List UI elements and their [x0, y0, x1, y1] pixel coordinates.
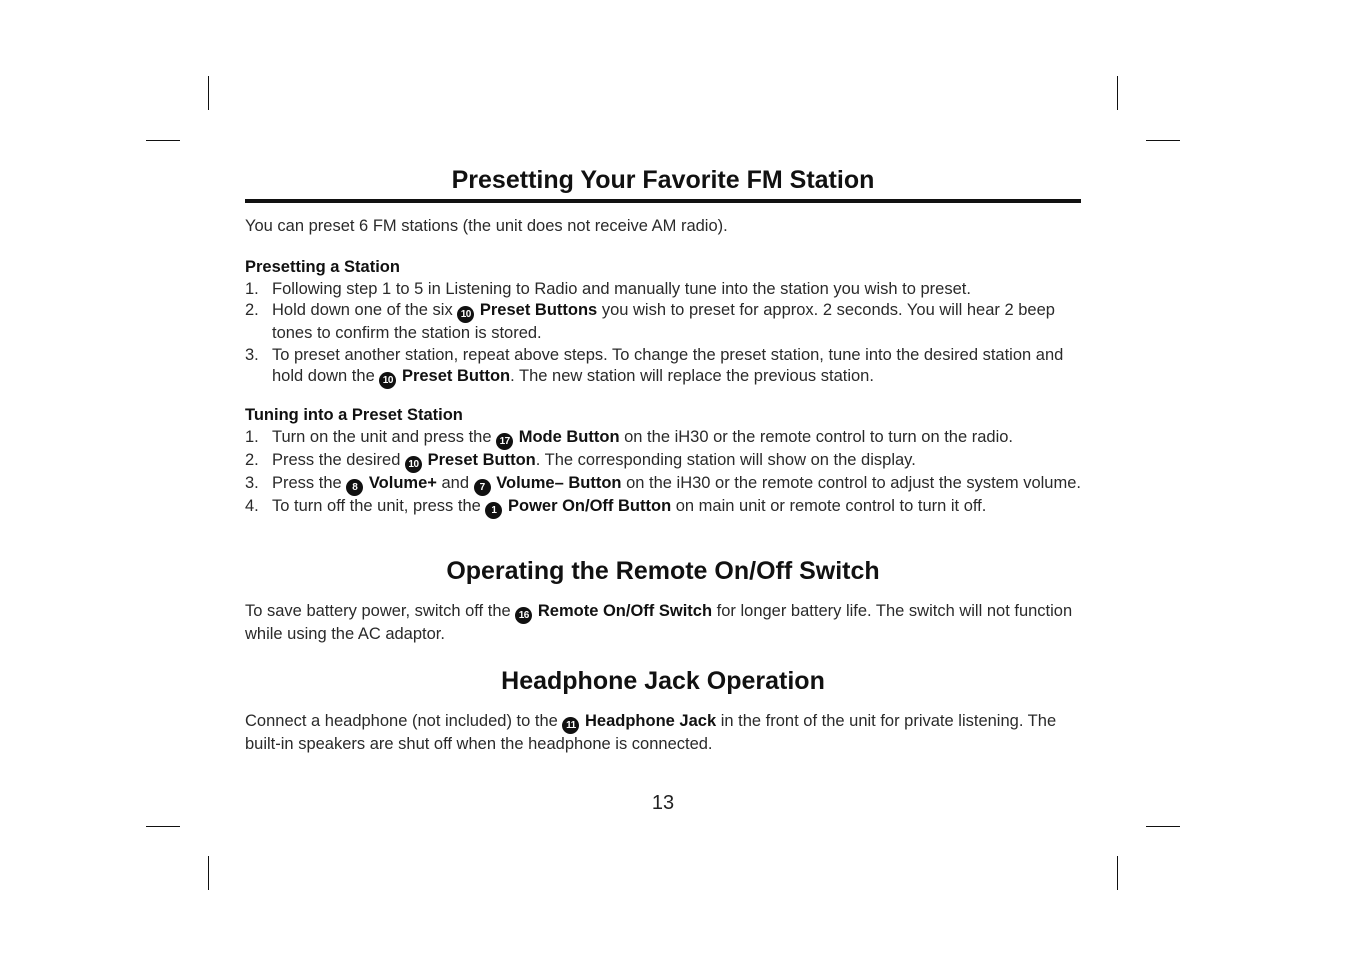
bold-term: Preset Buttons [479, 301, 598, 320]
list-item [245, 496, 1081, 519]
title-rule [245, 199, 1081, 203]
list-item-number: 3. [245, 474, 259, 492]
subheading-presetting-station: Presetting a Station [245, 258, 400, 276]
bold-term: Preset Button [427, 451, 536, 469]
list-item [245, 345, 1081, 389]
presetting-steps-list [245, 279, 1081, 389]
text-run: . The new station will replace the previous station. [510, 366, 874, 385]
text-run: Press the desired [272, 451, 405, 469]
text-run: To preset another station, repeat above steps. To change the preset station, tune into the desired station and hold down the [272, 345, 1064, 385]
remote-switch-paragraph [245, 601, 1081, 646]
callout-number-icon: 10 [379, 372, 396, 389]
list-item-number: 2. [245, 301, 259, 320]
crop-mark [1146, 826, 1180, 827]
text-run: To save battery power, switch off the [245, 602, 516, 620]
bold-term: Volume– Button [496, 474, 622, 492]
list-item [245, 473, 1081, 496]
bold-term: Volume+ [368, 474, 437, 492]
text-run: and [436, 474, 474, 492]
callout-number-icon: 8 [346, 479, 363, 496]
intro-paragraph: You can preset 6 FM stations (the unit does not receive AM radio). [245, 217, 728, 235]
list-item [245, 427, 1081, 450]
text-run: you wish to preset for approx. 2 seconds. You will hear 2 beep tones to confirm the station is stored. [272, 301, 1055, 343]
section-title-headphone: Headphone Jack Operation [501, 667, 825, 695]
page-number: 13 [651, 792, 675, 814]
list-item-number: 3. [245, 345, 259, 364]
list-item-number: 4. [245, 497, 259, 515]
text-run: To turn off the unit, press the [272, 497, 486, 515]
crop-mark [1117, 856, 1118, 890]
text-run: Turn on the unit and press the [272, 428, 497, 446]
crop-mark [1146, 140, 1180, 141]
text-run: on the iH30 or the remote control to adjust the system volume. [621, 474, 1081, 492]
list-item [245, 300, 1081, 344]
callout-number-icon: 1 [485, 502, 502, 519]
text-run: Following step 1 to 5 in Listening to Radio and manually tune into the station you wish to preset. [272, 280, 971, 298]
list-item [245, 279, 1081, 300]
tuning-steps-list [245, 427, 1081, 519]
text-run: on the iH30 or the remote control to turn on the radio. [619, 428, 1014, 446]
bold-term: Headphone Jack [585, 712, 717, 730]
headphone-paragraph [245, 711, 1081, 756]
callout-number-icon: 10 [457, 306, 474, 323]
list-item-number: 2. [245, 451, 259, 469]
callout-number-icon: 11 [562, 717, 579, 734]
crop-mark [146, 140, 180, 141]
text-run: on main unit or remote control to turn it off. [671, 497, 987, 515]
section-title-remote-switch: Operating the Remote On/Off Switch [446, 557, 880, 585]
callout-number-icon: 10 [405, 456, 422, 473]
callout-number-icon: 16 [515, 607, 532, 624]
callout-number-icon: 17 [496, 433, 513, 450]
section-title-presetting: Presetting Your Favorite FM Station [451, 166, 875, 194]
text-run: Hold down one of the six [272, 301, 458, 320]
list-item [245, 450, 1081, 473]
text-run: Connect a headphone (not included) to the [245, 712, 563, 730]
list-item-number: 1. [245, 428, 259, 446]
text-run: Press the [272, 474, 347, 492]
text-run: in the front of the unit for private listening. The built-in speakers are shut off when the headphone is connected. [245, 712, 1057, 753]
crop-mark [1117, 76, 1118, 110]
crop-mark [208, 76, 209, 110]
bold-term: Power On/Off Button [508, 497, 672, 515]
bold-term: Mode Button [518, 428, 620, 446]
bold-term: Remote On/Off Switch [537, 602, 713, 620]
subheading-tuning-preset: Tuning into a Preset Station [245, 406, 463, 424]
list-item-number: 1. [245, 280, 259, 298]
bold-term: Preset Button [401, 366, 511, 385]
crop-mark [146, 826, 180, 827]
callout-number-icon: 7 [474, 479, 491, 496]
crop-mark [208, 856, 209, 890]
text-run: for longer battery life. The switch will not function while using the AC adaptor. [245, 602, 1073, 643]
text-run: . The corresponding station will show on the display. [535, 451, 916, 469]
